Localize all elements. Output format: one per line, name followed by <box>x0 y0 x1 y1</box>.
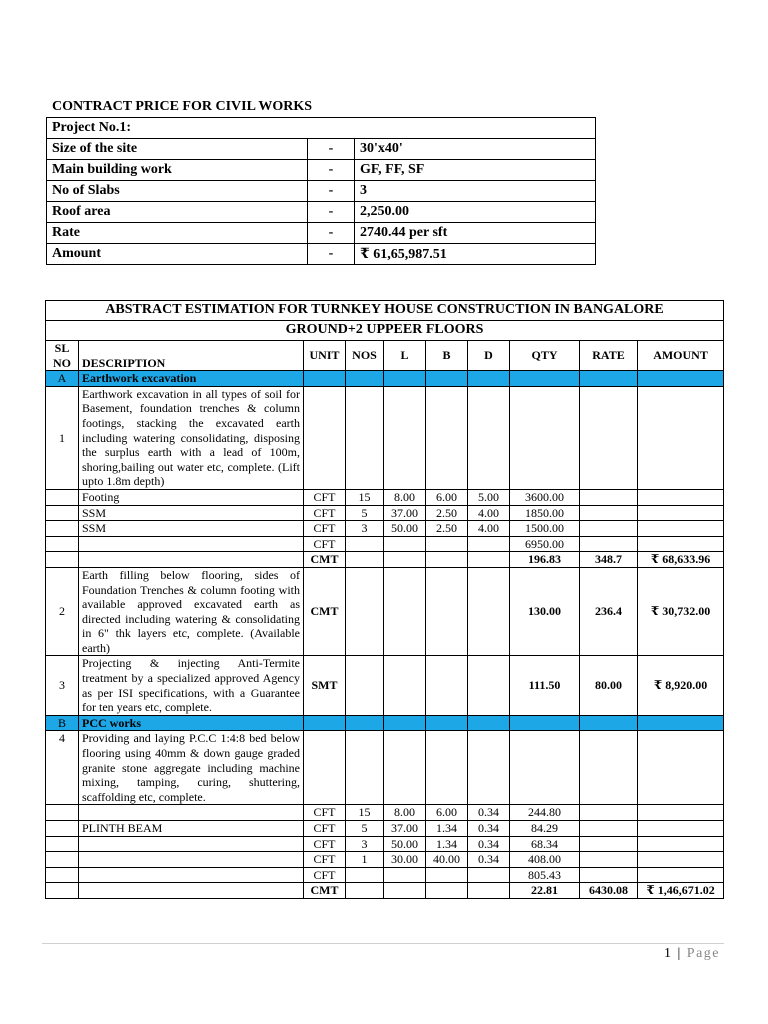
page-separator: | <box>677 946 682 961</box>
measurement-l: 50.00 <box>384 836 426 852</box>
measurement-unit: CFT <box>304 821 346 837</box>
summary-label: Roof area <box>47 202 308 223</box>
measurement-unit: CFT <box>304 805 346 821</box>
measurement-l: 30.00 <box>384 852 426 868</box>
measurement-qty: 1500.00 <box>510 521 580 537</box>
measurement-nos: 1 <box>346 852 384 868</box>
measurement-row <box>46 489 724 505</box>
measurement-qty: 244.80 <box>510 805 580 821</box>
measurement-b: 1.34 <box>426 821 468 837</box>
item-row <box>46 656 724 715</box>
measurement-b: 2.50 <box>426 505 468 521</box>
section-id: B <box>46 715 79 731</box>
measurement-qty: 6950.00 <box>510 536 580 552</box>
page-number-value: 1 <box>663 946 673 961</box>
item-row <box>46 567 724 656</box>
summary-row <box>47 244 596 265</box>
measurement-d: 5.00 <box>468 489 510 505</box>
measurement-row <box>46 836 724 852</box>
summary-row <box>47 160 596 181</box>
measurement-desc <box>79 852 304 868</box>
total-qty: 196.83 <box>510 552 580 568</box>
total-rate: 348.7 <box>580 552 638 568</box>
measurement-d: 4.00 <box>468 521 510 537</box>
section-row-earthwork <box>46 371 724 387</box>
total-amount: ₹ 1,46,671.02 <box>638 883 724 899</box>
measurement-b: 40.00 <box>426 852 468 868</box>
item-unit: CMT <box>304 567 346 656</box>
total-unit: CMT <box>304 552 346 568</box>
summary-sep: - <box>308 202 355 223</box>
summary-row <box>47 139 596 160</box>
measurement-nos <box>346 536 384 552</box>
measurement-l <box>384 867 426 883</box>
summary-sep: - <box>308 244 355 265</box>
item-sl: 3 <box>46 656 79 715</box>
page-label: Page <box>686 946 720 961</box>
summary-label: Rate <box>47 223 308 244</box>
summary-value: 3 <box>355 181 596 202</box>
measurement-l <box>384 536 426 552</box>
measurement-row <box>46 821 724 837</box>
measurement-unit: CFT <box>304 867 346 883</box>
section-label: PCC works <box>79 715 304 731</box>
measurement-nos: 15 <box>346 489 384 505</box>
summary-row <box>47 202 596 223</box>
col-header-b: B <box>426 341 468 371</box>
contract-summary-table <box>46 117 596 265</box>
total-unit: CMT <box>304 883 346 899</box>
measurement-desc <box>79 805 304 821</box>
page-number <box>664 946 720 962</box>
summary-label: Main building work <box>47 160 308 181</box>
summary-row <box>47 181 596 202</box>
summary-value: ₹ 61,65,987.51 <box>355 244 596 265</box>
item-sl: 4 <box>46 731 79 805</box>
measurement-qty: 84.29 <box>510 821 580 837</box>
measurement-row <box>46 805 724 821</box>
measurement-b <box>426 867 468 883</box>
measurement-row <box>46 536 724 552</box>
measurement-l: 50.00 <box>384 521 426 537</box>
summary-value: 2740.44 per sft <box>355 223 596 244</box>
summary-value: 2,250.00 <box>355 202 596 223</box>
measurement-d: 0.34 <box>468 836 510 852</box>
measurement-row <box>46 852 724 868</box>
measurement-b: 1.34 <box>426 836 468 852</box>
summary-row <box>47 223 596 244</box>
measurement-nos: 3 <box>346 521 384 537</box>
section-label: Earthwork excavation <box>79 371 304 387</box>
measurement-d: 0.34 <box>468 852 510 868</box>
summary-label: No of Slabs <box>47 181 308 202</box>
summary-label: Amount <box>47 244 308 265</box>
measurement-l: 8.00 <box>384 489 426 505</box>
item-row <box>46 731 724 805</box>
measurement-desc <box>79 536 304 552</box>
measurement-qty: 408.00 <box>510 852 580 868</box>
measurement-desc: PLINTH BEAM <box>79 821 304 837</box>
item-description: Earth filling below flooring, sides of Foundation Trenches & column footing with available approved excavated earth as directed including watering & consolidating in 6" thk layers etc, complete. (Available earth) <box>79 567 304 656</box>
abstract-title: ABSTRACT ESTIMATION FOR TURNKEY HOUSE CONSTRUCTION IN BANGALORE <box>46 301 724 321</box>
measurement-d <box>468 536 510 552</box>
measurement-b: 6.00 <box>426 489 468 505</box>
item-sl: 1 <box>46 386 79 489</box>
summary-sep: - <box>308 223 355 244</box>
col-header-d: D <box>468 341 510 371</box>
measurement-nos: 3 <box>346 836 384 852</box>
measurement-qty: 805.43 <box>510 867 580 883</box>
measurement-qty: 68.34 <box>510 836 580 852</box>
summary-label: Size of the site <box>47 139 308 160</box>
item-rate: 80.00 <box>580 656 638 715</box>
measurement-b <box>426 536 468 552</box>
measurement-l: 8.00 <box>384 805 426 821</box>
col-header-rate: RATE <box>580 341 638 371</box>
project-row <box>47 118 596 139</box>
measurement-desc: SSM <box>79 521 304 537</box>
item-description: Projecting & injecting Anti-Termite treatment by a specialized approved Agency as per ISI specifications, with a Guarantee for ten years etc, complete. <box>79 656 304 715</box>
measurement-b: 6.00 <box>426 805 468 821</box>
summary-value: 30'x40' <box>355 139 596 160</box>
measurement-nos: 5 <box>346 505 384 521</box>
measurement-row <box>46 521 724 537</box>
measurement-d <box>468 867 510 883</box>
measurement-d: 0.34 <box>468 805 510 821</box>
total-amount: ₹ 68,633.96 <box>638 552 724 568</box>
table-header-row <box>46 341 724 371</box>
measurement-unit: CFT <box>304 852 346 868</box>
col-header-l: L <box>384 341 426 371</box>
summary-sep: - <box>308 181 355 202</box>
footer-divider <box>42 943 724 944</box>
summary-sep: - <box>308 160 355 181</box>
measurement-d: 4.00 <box>468 505 510 521</box>
item-rate: 236.4 <box>580 567 638 656</box>
measurement-qty: 1850.00 <box>510 505 580 521</box>
measurement-desc: SSM <box>79 505 304 521</box>
item-row <box>46 386 724 489</box>
measurement-unit: CFT <box>304 521 346 537</box>
total-rate: 6430.08 <box>580 883 638 899</box>
col-header-unit: UNIT <box>304 341 346 371</box>
measurement-unit: CFT <box>304 536 346 552</box>
col-header-description: DESCRIPTION <box>79 341 304 371</box>
measurement-qty: 3600.00 <box>510 489 580 505</box>
measurement-nos: 5 <box>346 821 384 837</box>
measurement-row <box>46 867 724 883</box>
measurement-d: 0.34 <box>468 821 510 837</box>
col-header-nos: NOS <box>346 341 384 371</box>
summary-value: GF, FF, SF <box>355 160 596 181</box>
abstract-subtitle: GROUND+2 UPPEER FLOORS <box>46 321 724 341</box>
col-header-sl: SL NO <box>46 341 79 371</box>
item-total-row <box>46 552 724 568</box>
item-unit: SMT <box>304 656 346 715</box>
measurement-row <box>46 505 724 521</box>
item-total-row <box>46 883 724 899</box>
measurement-desc <box>79 867 304 883</box>
measurement-unit: CFT <box>304 489 346 505</box>
item-amount: ₹ 8,920.00 <box>638 656 724 715</box>
measurement-nos: 15 <box>346 805 384 821</box>
col-header-qty: QTY <box>510 341 580 371</box>
project-label: Project No.1: <box>47 118 596 139</box>
measurement-b: 2.50 <box>426 521 468 537</box>
measurement-l: 37.00 <box>384 821 426 837</box>
col-header-amount: AMOUNT <box>638 341 724 371</box>
measurement-desc <box>79 836 304 852</box>
measurement-desc: Footing <box>79 489 304 505</box>
section-row-pcc <box>46 715 724 731</box>
item-sl: 2 <box>46 567 79 656</box>
item-description: Earthwork excavation in all types of soil for Basement, foundation trenches & column footings, stacking the excavated earth including watering consolidating, disposing the surplus earth with a lead of 100m, shoring,bailing out water etc, complete. (Lift upto 1.8m depth) <box>79 386 304 489</box>
summary-sep: - <box>308 139 355 160</box>
item-qty: 111.50 <box>510 656 580 715</box>
measurement-nos <box>346 867 384 883</box>
section-id: A <box>46 371 79 387</box>
total-qty: 22.81 <box>510 883 580 899</box>
measurement-unit: CFT <box>304 505 346 521</box>
measurement-l: 37.00 <box>384 505 426 521</box>
contract-title: CONTRACT PRICE FOR CIVIL WORKS <box>52 99 313 114</box>
item-description: Providing and laying P.C.C 1:4:8 bed below flooring using 40mm & down gauge graded granite stone aggregate including machine mixing, tamping, curing, shuttering, scaffolding etc, complete. <box>79 731 304 805</box>
item-qty: 130.00 <box>510 567 580 656</box>
abstract-estimation-table <box>45 300 724 899</box>
item-amount: ₹ 30,732.00 <box>638 567 724 656</box>
measurement-unit: CFT <box>304 836 346 852</box>
